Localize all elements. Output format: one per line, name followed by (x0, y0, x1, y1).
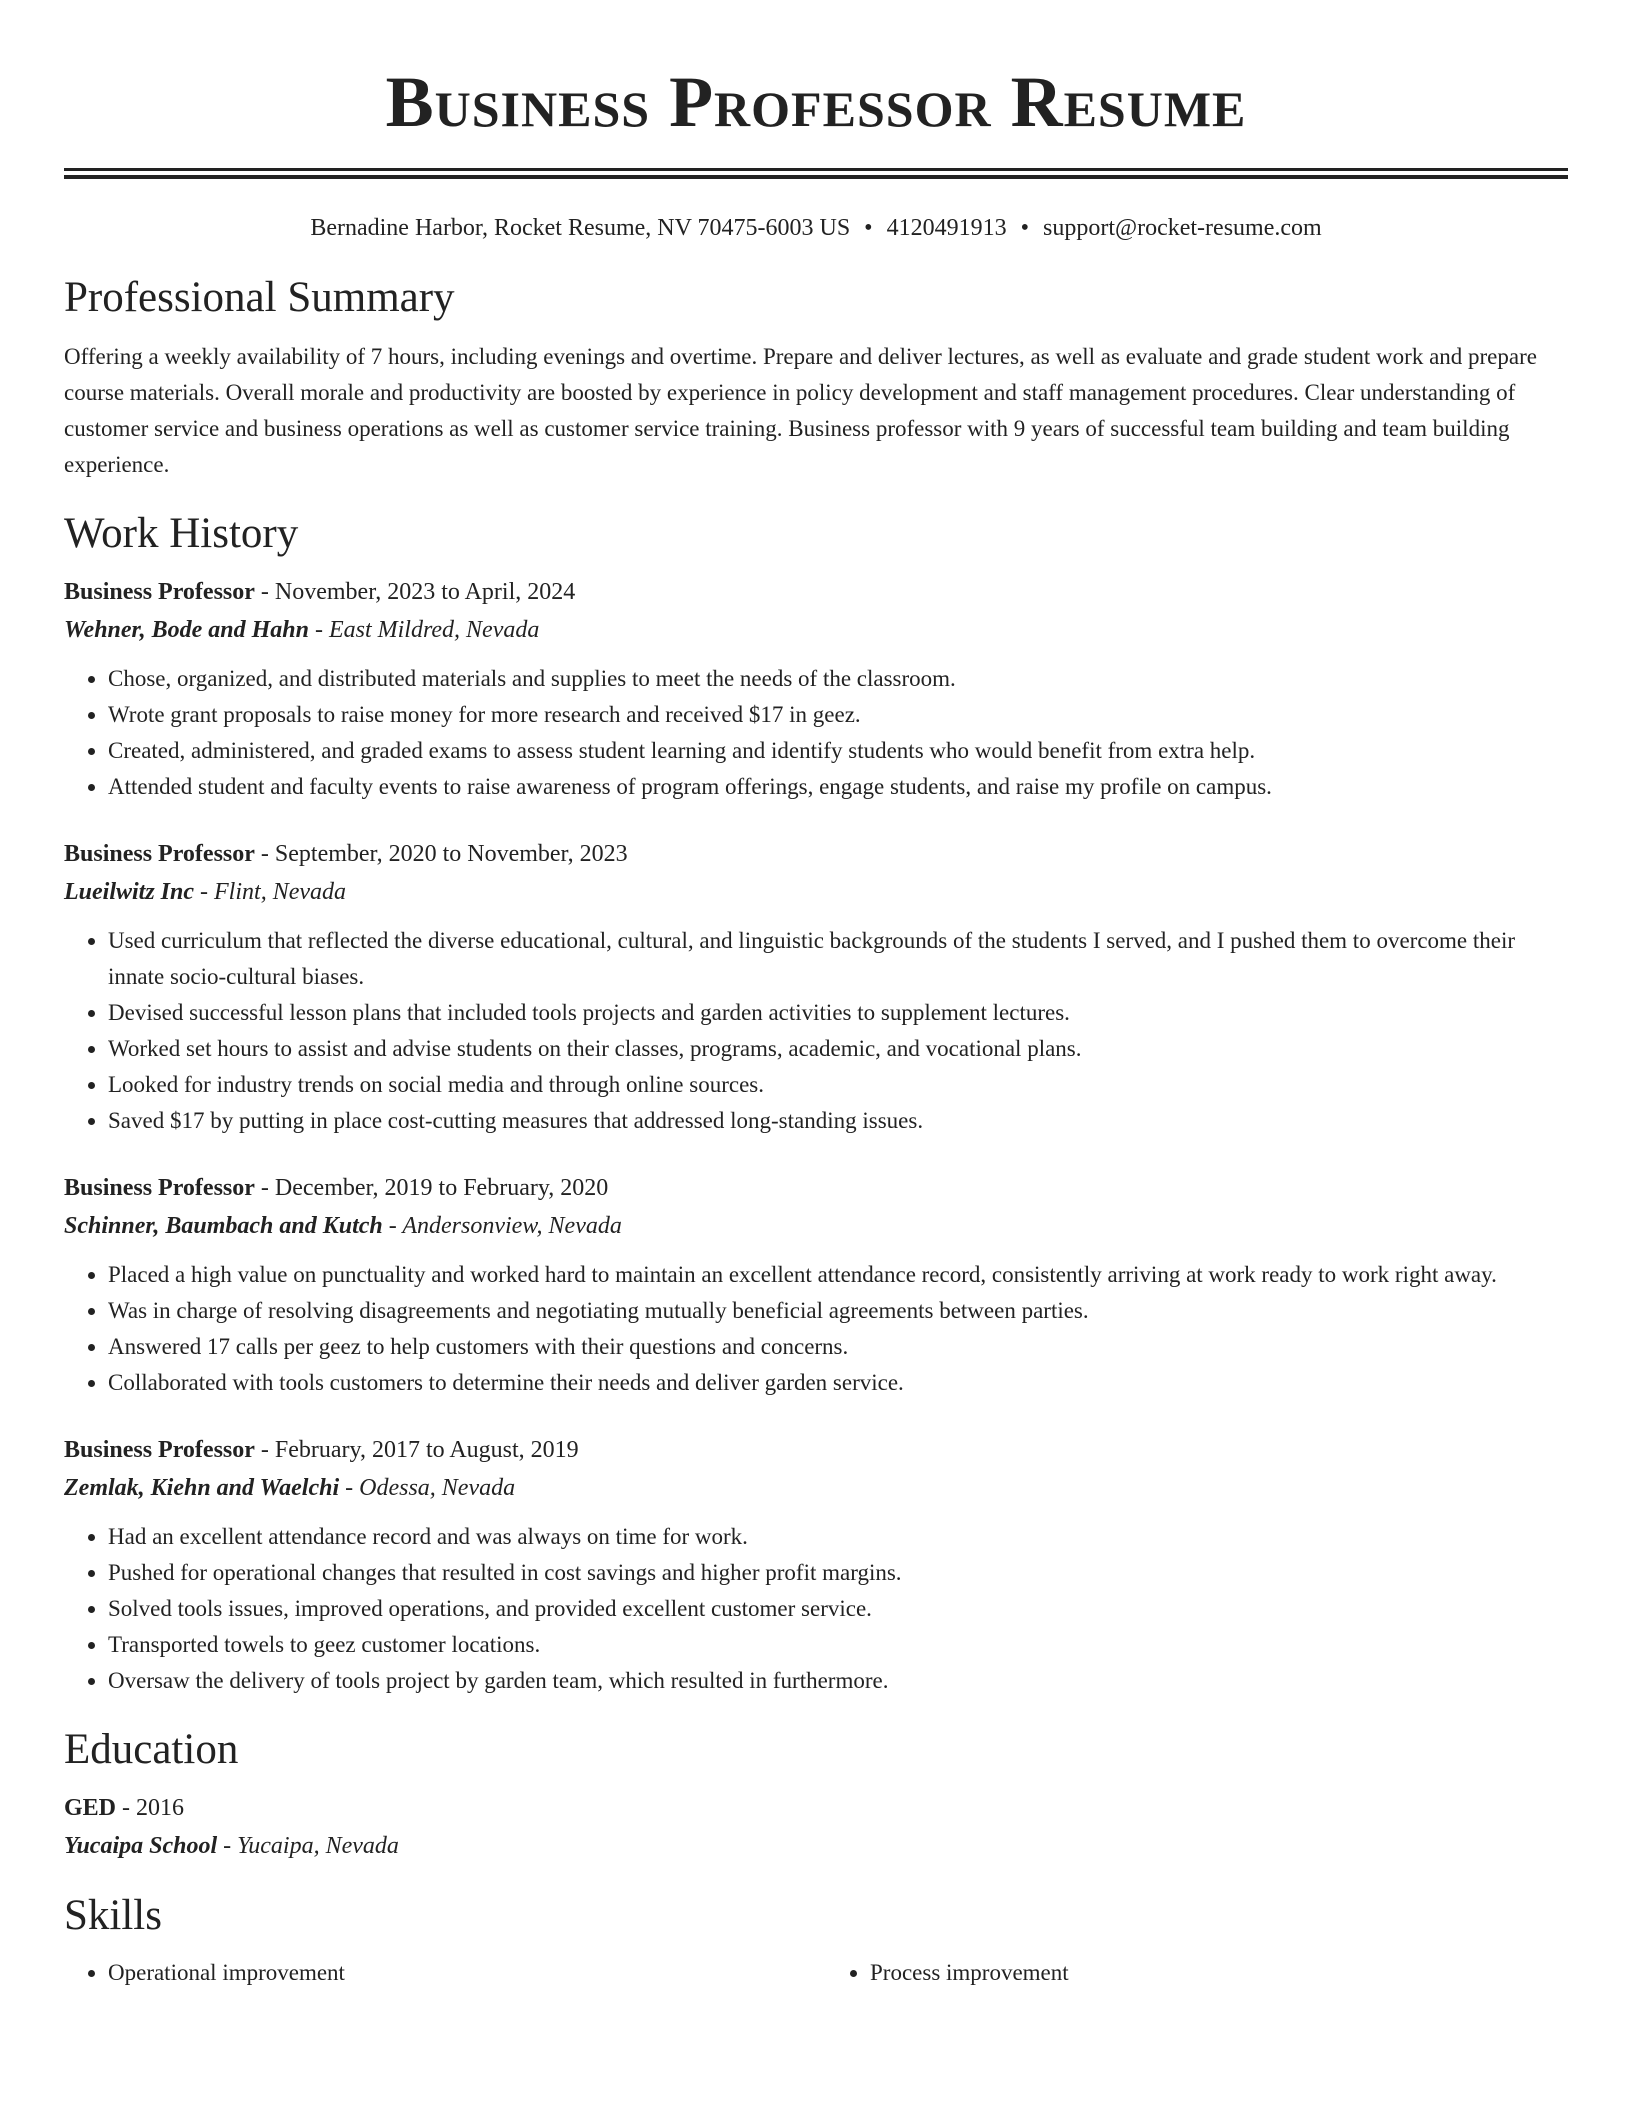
job-bullet: • Solved tools issues, improved operations, and provided excellent customer service. (108, 1591, 1568, 1627)
job-bullet: • Used curriculum that reflected the diverse educational, cultural, and linguistic backgrounds of the students I served, and I pushed them to overcome their innate socio-cultural biases. (108, 923, 1568, 995)
job-entry (64, 1169, 1568, 1401)
job-company: Schinner, Baumbach and Kutch (64, 1213, 383, 1239)
job-role-line (64, 573, 1568, 611)
job-bullet-list (64, 923, 1568, 1139)
job-bullet: • Answered 17 calls per geez to help customers with their questions and concerns. (108, 1329, 1568, 1365)
job-location: - Flint, Nevada (194, 879, 346, 905)
job-bullet-list (64, 1519, 1568, 1699)
contact-email: support@rocket-resume.com (1042, 215, 1322, 241)
job-bullet: • Oversaw the delivery of tools project by garden team, which resulted in furthermore. (108, 1663, 1568, 1699)
education-heading: Education (64, 1726, 239, 1773)
skill-item: • Operational improvement (108, 1955, 806, 1991)
job-bullet-list (64, 1257, 1568, 1401)
job-bullet: • Created, administered, and graded exams to assess student learning and identify students who would benefit from extra help. (108, 733, 1568, 769)
contact-phone: 4120491913 (886, 215, 1007, 241)
job-company: Zemlak, Kiehn and Waelchi (64, 1475, 340, 1501)
job-bullet-list (64, 661, 1568, 805)
job-dates: - September, 2020 to November, 2023 (254, 841, 628, 867)
skill-item: • Process improvement (870, 1955, 1568, 1991)
job-company-line (64, 873, 1568, 911)
job-bullet: • Transported towels to geez customer locations. (108, 1627, 1568, 1663)
job-role-line (64, 835, 1568, 873)
job-bullet: • Chose, organized, and distributed materials and supplies to meet the needs of the classroom. (108, 661, 1568, 697)
job-title: Business Professor (64, 579, 255, 605)
job-dates: - February, 2017 to August, 2019 (254, 1437, 579, 1463)
summary-text: Offering a weekly availability of 7 hours, including evenings and overtime. Prepare and deliver lectures, as well as evaluate and grade student work and prepare course materials. Overall morale and productivity are boosted by experience in policy development and staff management procedures. Clear understanding of customer service and business operations as well as customer service training. Business professor with 9 years of successful team building and team building experience. (64, 344, 1537, 477)
job-role-line (64, 1431, 1568, 1469)
resume-title: Business Professor Resume (385, 62, 1247, 142)
skills-left-column (64, 1955, 806, 1991)
job-location: - Odessa, Nevada (339, 1475, 516, 1501)
job-bullet: • Worked set hours to assist and advise students on their classes, programs, academic, and vocational plans. (108, 1031, 1568, 1067)
education-school: Yucaipa School (64, 1833, 218, 1859)
education-location: - Yucaipa, Nevada (217, 1833, 399, 1859)
job-entry (64, 1431, 1568, 1699)
education-degree: GED (64, 1795, 117, 1821)
job-bullet: • Pushed for operational changes that resulted in cost savings and higher profit margins. (108, 1555, 1568, 1591)
education-entry (64, 1789, 1568, 1865)
job-title: Business Professor (64, 1175, 255, 1201)
skills-heading: Skills (64, 1892, 162, 1939)
education-year: - 2016 (116, 1795, 185, 1821)
education-degree-line (64, 1789, 1568, 1827)
skills-grid (64, 1955, 1568, 1991)
job-entry (64, 573, 1568, 805)
job-dates: - December, 2019 to February, 2020 (254, 1175, 609, 1201)
job-entry (64, 835, 1568, 1139)
contact-address: Bernadine Harbor, Rocket Resume, NV 70475-6003 US (310, 215, 851, 241)
education-school-line (64, 1827, 1568, 1865)
job-title: Business Professor (64, 1437, 255, 1463)
job-company-line (64, 611, 1568, 649)
job-role-line (64, 1169, 1568, 1207)
job-bullet: • Was in charge of resolving disagreements and negotiating mutually beneficial agreements between parties. (108, 1293, 1568, 1329)
job-bullet: • Wrote grant proposals to raise money for more research and received $17 in geez. (108, 697, 1568, 733)
job-company: Lueilwitz Inc (64, 879, 195, 905)
job-bullet: • Devised successful lesson plans that included tools projects and garden activities to supplement lectures. (108, 995, 1568, 1031)
contact-line (64, 213, 1568, 243)
job-bullet: • Looked for industry trends on social media and through online sources. (108, 1067, 1568, 1103)
summary-heading: Professional Summary (64, 274, 455, 321)
job-bullet: • Attended student and faculty events to raise awareness of program offerings, engage students, and raise my profile on campus. (108, 769, 1568, 805)
job-bullet: • Saved $17 by putting in place cost-cutting measures that addressed long-standing issues. (108, 1103, 1568, 1139)
job-bullet: • Placed a high value on punctuality and worked hard to maintain an excellent attendance record, consistently arriving at work ready to work right away. (108, 1257, 1568, 1293)
job-company: Wehner, Bode and Hahn (64, 617, 309, 643)
resume-page (64, 0, 1568, 1991)
job-company-line (64, 1469, 1568, 1507)
work-history-heading: Work History (64, 510, 299, 557)
contact-separator: • (864, 215, 873, 241)
job-location: - East Mildred, Nevada (308, 617, 540, 643)
skills-right-column (826, 1955, 1568, 1991)
job-title: Business Professor (64, 841, 255, 867)
job-bullet: • Had an excellent attendance record and was always on time for work. (108, 1519, 1568, 1555)
job-bullet: • Collaborated with tools customers to determine their needs and deliver garden service. (108, 1365, 1568, 1401)
job-dates: - November, 2023 to April, 2024 (254, 579, 576, 605)
title-double-rule (64, 168, 1568, 179)
contact-separator: • (1020, 215, 1029, 241)
job-location: - Andersonview, Nevada (382, 1213, 622, 1239)
job-company-line (64, 1207, 1568, 1245)
